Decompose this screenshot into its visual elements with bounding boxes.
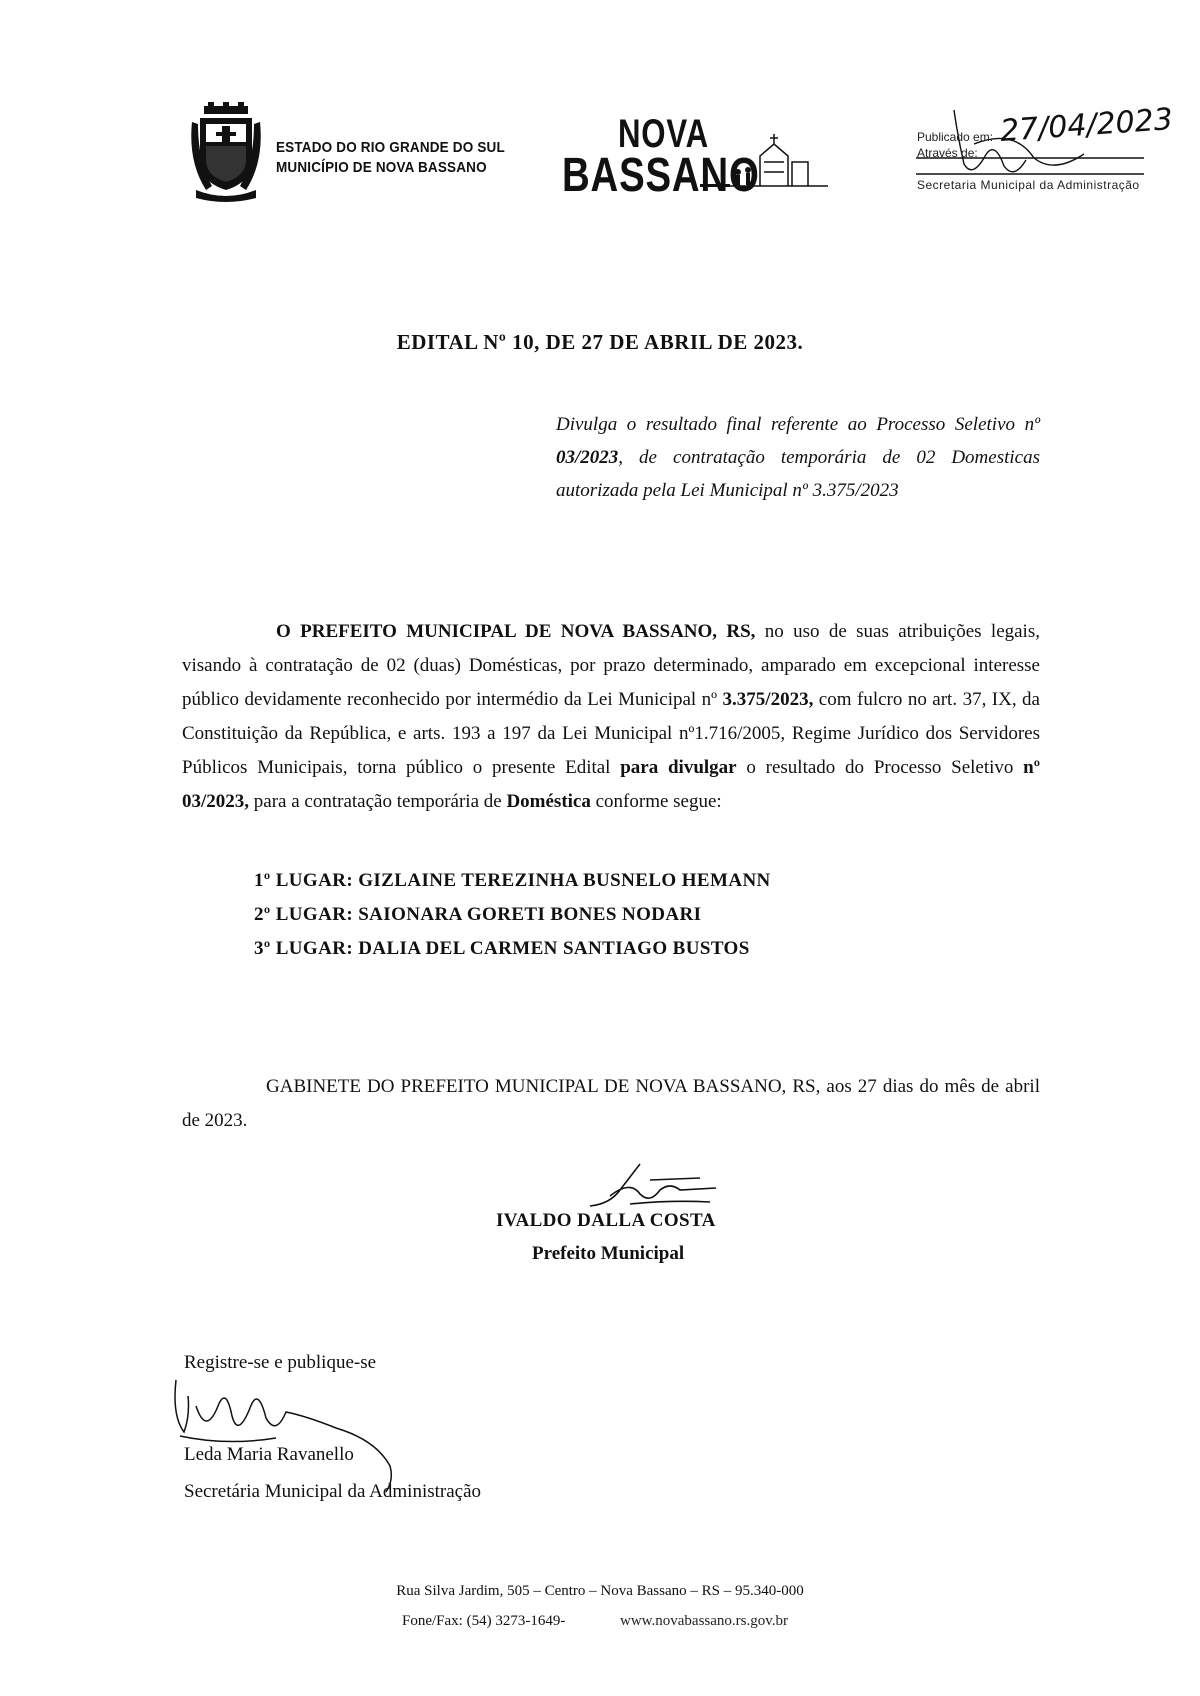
- body-s5: para divulgar: [620, 757, 737, 778]
- body-s10: conforme segue:: [590, 791, 722, 812]
- logo-bassano-text: BASSANO: [562, 149, 760, 202]
- footer-url[interactable]: www.novabassano.rs.gov.br: [620, 1613, 789, 1629]
- body-s3: 3.375/2023,: [722, 689, 814, 710]
- municipal-crest-icon: [186, 102, 266, 202]
- body-s7: nº 03/2023,: [182, 757, 1040, 812]
- ementa-part1: Divulga o resultado final referente ao Processo Seletivo nº: [556, 414, 1040, 435]
- header-text: [276, 138, 505, 178]
- ementa-paragraph: [556, 408, 1040, 507]
- ementa-number: 03/2023: [556, 447, 619, 468]
- ementa-part2: , de contratação temporária de 02 Domesticas autorizada pela Lei Municipal nº 3.375/2023: [556, 447, 1040, 501]
- body-s8: para a contratação temporária de: [249, 791, 507, 812]
- secretary-name: Leda Maria Ravanello: [184, 1444, 354, 1465]
- stamp-secretariat: Secretaria Municipal da Administração: [917, 178, 1140, 192]
- body-s6: o resultado do Processo Seletivo: [736, 757, 1024, 778]
- result-item: 2º LUGAR: SAIONARA GORETI BONES NODARI: [254, 904, 702, 925]
- header-state: ESTADO DO RIO GRANDE DO SUL: [276, 139, 505, 156]
- secretary-signature-icon: [166, 1356, 426, 1496]
- stamp-date: 27/04/2023: [998, 102, 1174, 149]
- signatory-name: IVALDO DALLA COSTA: [496, 1210, 716, 1231]
- header-municipality: MUNICÍPIO DE NOVA BASSANO: [276, 159, 487, 176]
- results-list: [254, 864, 771, 966]
- body-paragraph: [182, 615, 1040, 819]
- stamp-through-label: Através de:: [917, 146, 978, 160]
- register-note: Registre-se e publique-se: [184, 1352, 377, 1373]
- footer-phone: Fone/Fax: (54) 3273-1649-: [402, 1613, 566, 1629]
- body-s9: Doméstica: [506, 791, 591, 812]
- mayor-signature-icon: [580, 1160, 720, 1210]
- document-title: EDITAL Nº 10, DE 27 DE ABRIL DE 2023.: [396, 330, 804, 354]
- body-s4: com fulcro no art. 37, IX, da Constituição da República, e arts. 193 a 197 da Lei Municipal nº1.716/2005, Regime Jurídico dos Servidores Públicos Municipais, torna público o presente Edital: [182, 689, 1040, 778]
- closing-paragraph: [182, 1070, 1040, 1138]
- logo-nova-text: NOVA: [618, 112, 709, 156]
- body-s1: O PREFEITO MUNICIPAL DE NOVA BASSANO, RS,: [276, 621, 756, 642]
- result-item: 1º LUGAR: GIZLAINE TEREZINHA BUSNELO HEMANN: [254, 870, 771, 891]
- stamp-published-label: Publicado em:: [917, 130, 994, 144]
- secretary-role: Secretária Municipal da Administração: [184, 1481, 482, 1502]
- body-s2: no uso de suas atribuições legais, visando à contratação de 02 (duas) Domésticas, por prazo determinado, amparado em excepcional interesse público devidamente reconhecido por intermédio da Lei Municipal nº: [182, 621, 1040, 710]
- result-item: 3º LUGAR: DALIA DEL CARMEN SANTIAGO BUSTOS: [254, 938, 750, 959]
- footer-address: Rua Silva Jardim, 505 – Centro – Nova Bassano – RS – 95.340-000: [396, 1583, 804, 1599]
- signatory-role: Prefeito Municipal: [532, 1243, 685, 1264]
- closing-text: GABINETE DO PREFEITO MUNICIPAL DE NOVA BASSANO, RS, aos 27 dias do mês de abril de 2023.: [182, 1076, 1040, 1131]
